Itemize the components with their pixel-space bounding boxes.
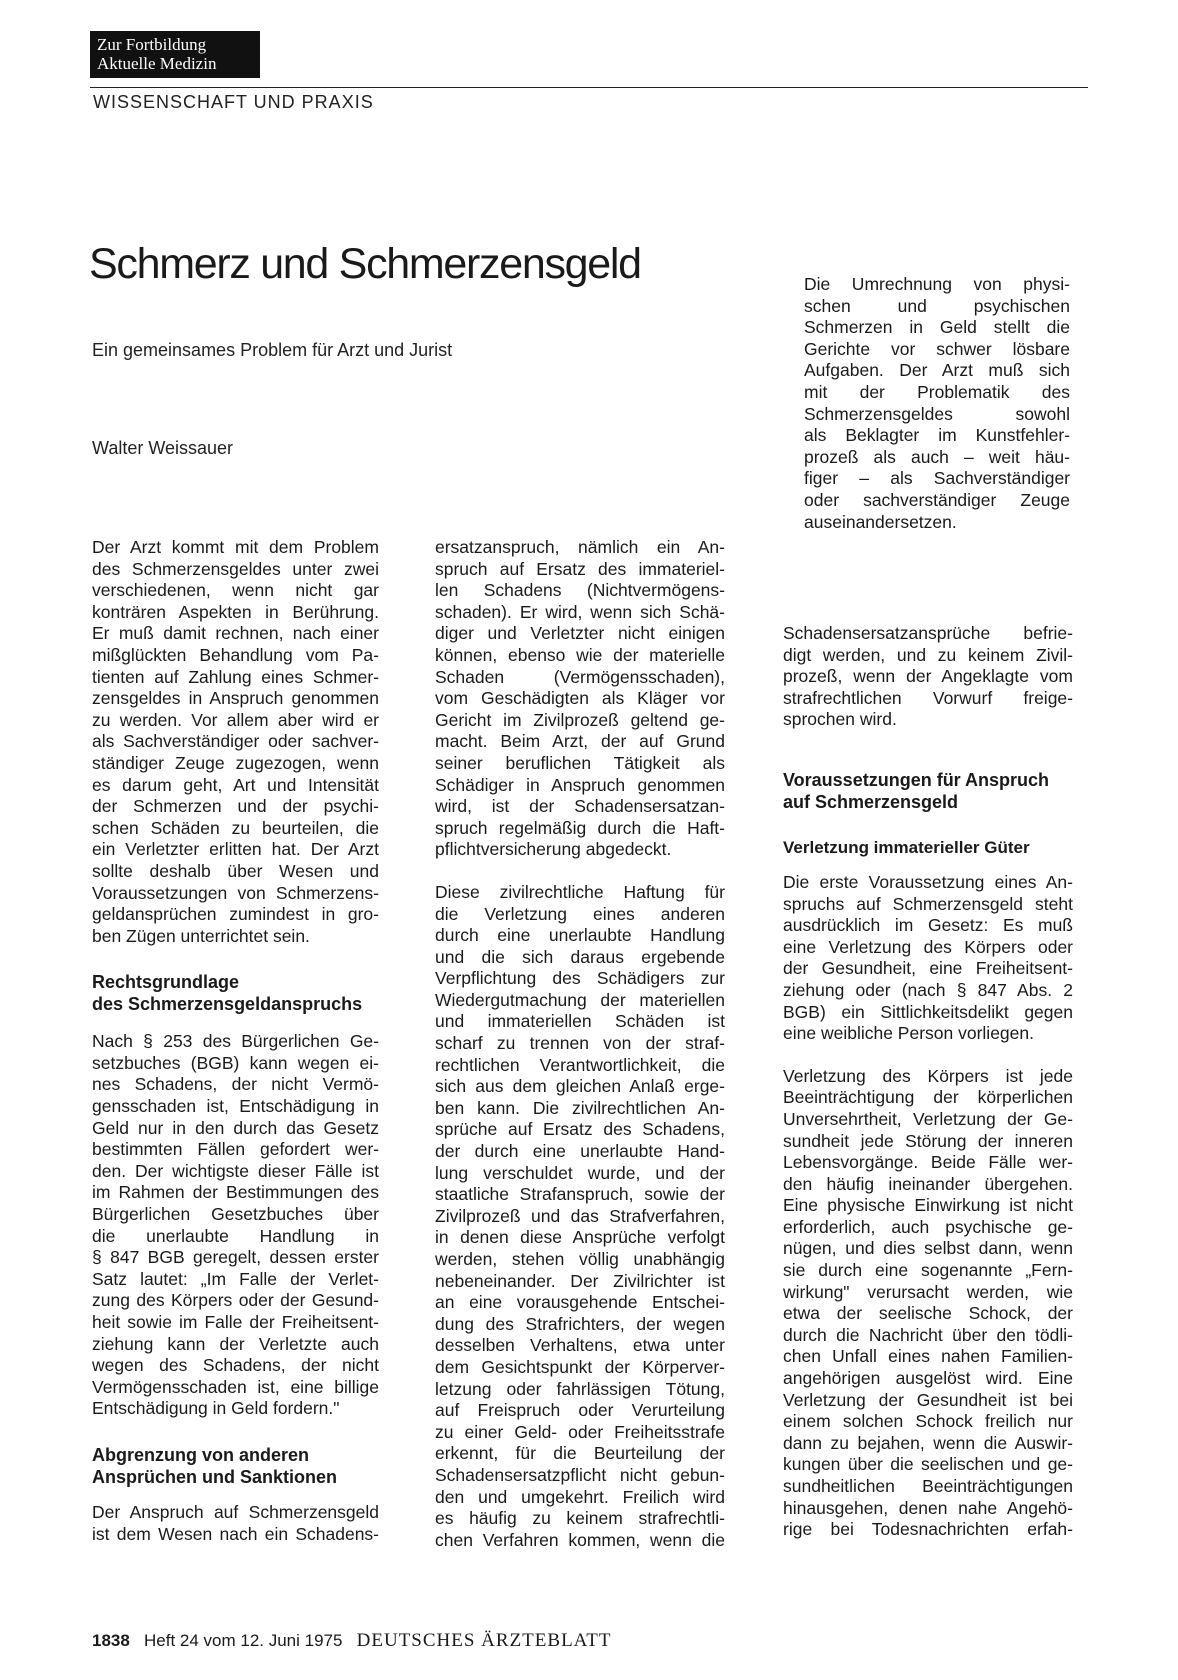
column-3 bbox=[783, 623, 1073, 1541]
text-line: ziehung kann der Verletzte auch bbox=[92, 1333, 379, 1354]
section-heading bbox=[92, 1444, 379, 1488]
text-line: es darum geht, Art und Intensität bbox=[92, 774, 379, 795]
text-line: ausdrücklich im Gesetz: Es muß bbox=[783, 915, 1073, 936]
text-line: Unversehrtheit, Verletzung der Ge- bbox=[783, 1108, 1073, 1129]
sub-heading: Verletzung immaterieller Güter bbox=[783, 837, 1030, 857]
rubric-line-2: Aktuelle Medizin bbox=[97, 54, 217, 73]
text-line: durch die Nachricht über den tödli- bbox=[783, 1324, 1073, 1345]
text-line: rige bei Todesnachrichten erfah- bbox=[783, 1519, 1073, 1540]
text-line: eine Verletzung des Körpers oder bbox=[783, 936, 1073, 957]
text-line: prozeß, wenn der Angeklagte vom bbox=[783, 666, 1073, 687]
abstract-line: Gerichte vor schwer lösbare bbox=[804, 338, 1070, 359]
text-line: ziehung oder (nach § 847 Abs. 2 bbox=[783, 979, 1073, 1000]
text-line: wird, ist der Schadensersatzan- bbox=[435, 796, 725, 817]
text-line: Nach § 253 des Bürgerlichen Ge- bbox=[92, 1031, 379, 1052]
text-line: Schadensersatzansprüche befrie- bbox=[783, 623, 1073, 643]
text-line: chen Verfahren kommen, wenn die bbox=[435, 1529, 725, 1550]
text-line: Er muß damit rechnen, nach einer bbox=[92, 623, 379, 644]
text-line: ist dem Wesen nach ein Schadens- bbox=[92, 1523, 379, 1544]
text-line: tienten auf Zahlung eines Schmer- bbox=[92, 666, 379, 687]
text-line: Bürgerlichen Gesetzbuches über bbox=[92, 1204, 379, 1225]
text-line: § 847 BGB geregelt, dessen erster bbox=[92, 1247, 379, 1268]
text-line: der durch eine unerlaubte Hand- bbox=[435, 1141, 725, 1162]
text-line: digt werden, und zu keinem Zivil- bbox=[783, 644, 1073, 665]
text-line: gensschaden ist, Entschädigung in bbox=[92, 1096, 379, 1117]
text-line: den. Der wichtigste dieser Fälle ist bbox=[92, 1160, 379, 1181]
text-line: können, ebenso wie der materielle bbox=[435, 644, 725, 665]
paragraph bbox=[435, 537, 725, 861]
text-line: setzbuches (BGB) kann wegen ei- bbox=[92, 1052, 379, 1073]
text-line: verschiedenen, wenn nicht gar bbox=[92, 580, 379, 601]
text-line: zu einer Geld- oder Freiheitsstrafe bbox=[435, 1421, 725, 1442]
text-line: zung des Körpers oder der Gesund- bbox=[92, 1290, 379, 1311]
text-line: Schädiger in Anspruch genommen bbox=[435, 774, 725, 795]
text-line: scharf zu trennen von der straf- bbox=[435, 1033, 725, 1054]
abstract-line: auseinandersetzen. bbox=[804, 511, 957, 532]
spacer bbox=[783, 858, 1073, 872]
text-line: sundheitlichen Beeinträchtigungen bbox=[783, 1476, 1073, 1496]
text-line: strafrechtlichen Vorwurf freige- bbox=[783, 687, 1073, 708]
text-line: den und umgekehrt. Freilich wird bbox=[435, 1486, 725, 1507]
text-line: len Schadens (Nichtvermögens- bbox=[435, 580, 725, 601]
abstract-line: schen und psychischen bbox=[804, 295, 1070, 316]
text-line: Lebensvorgänge. Beide Fälle wer- bbox=[783, 1152, 1073, 1173]
abstract-line: Schmerzen in Geld stellt die bbox=[804, 317, 1070, 338]
text-line: die Verletzung eines anderen bbox=[435, 903, 725, 924]
text-line: kungen über die seelischen und ge- bbox=[783, 1454, 1073, 1475]
section-heading bbox=[92, 971, 379, 1015]
text-line: dem Gesichtspunkt der Körperver- bbox=[435, 1356, 725, 1377]
abstract-line: figer – als Sachverständiger bbox=[804, 468, 1070, 489]
text-line: als Sachverständiger oder sachver- bbox=[92, 731, 379, 752]
text-line: zensgeldes in Anspruch genommen bbox=[92, 688, 379, 709]
text-line: der Gesundheit, eine Freiheitsent- bbox=[783, 958, 1073, 979]
text-line: Beeinträchtigung der körperlichen bbox=[783, 1087, 1073, 1108]
text-line: Die erste Voraussetzung eines An- bbox=[783, 871, 1073, 892]
text-line: sprochen wird. bbox=[783, 709, 897, 730]
paragraph bbox=[435, 882, 725, 1551]
header-rule bbox=[90, 87, 1088, 88]
heading-line: auf Schmerzensgeld bbox=[783, 791, 959, 812]
text-line: Eine physische Einwirkung ist nicht bbox=[783, 1195, 1073, 1216]
text-line: Geld nur in den durch das Gesetz bbox=[92, 1117, 379, 1138]
text-line: mißglückten Behandlung vom Pa- bbox=[92, 644, 379, 665]
text-line: spruch regelmäßig durch die Haft- bbox=[435, 817, 725, 838]
abstract-line: mit der Problematik des bbox=[804, 381, 1070, 402]
text-line: schen Schäden zu beurteilen, die bbox=[92, 817, 379, 838]
text-line: sie durch eine sogenannte „Fern- bbox=[783, 1260, 1073, 1281]
text-line: nebeneinander. Der Zivilrichter ist bbox=[435, 1270, 725, 1291]
text-line: eine weibliche Person vorliegen. bbox=[783, 1023, 1034, 1044]
text-line: wegen des Schadens, der nicht bbox=[92, 1355, 379, 1376]
text-line: etwa der seelische Schock, der bbox=[783, 1303, 1073, 1324]
text-line: spruchs auf Schmerzensgeld steht bbox=[783, 893, 1073, 914]
text-line: werden, stehen völlig unabhängig bbox=[435, 1249, 725, 1269]
text-line: Wiedergutmachung der materiellen bbox=[435, 989, 725, 1010]
heading-line: Rechtsgrundlage bbox=[92, 972, 240, 993]
text-line: dann zu bejahen, wenn die Auswir- bbox=[783, 1432, 1073, 1453]
text-line: und die sich daraus ergebende bbox=[435, 946, 725, 967]
text-line: durch eine unerlaubte Handlung bbox=[435, 925, 725, 946]
text-line: erkennt, für die Beurteilung der bbox=[435, 1443, 725, 1464]
text-line: bestimmten Fällen gefordert wer- bbox=[92, 1139, 379, 1160]
text-line: wirkung" verursacht werden, wie bbox=[783, 1281, 1073, 1302]
text-line: ersatzanspruch, nämlich ein An- bbox=[435, 537, 725, 557]
text-line: sprüche auf Ersatz des Schadens, bbox=[435, 1119, 725, 1140]
abstract-line: oder sachverständiger Zeuge bbox=[804, 489, 1070, 510]
abstract-line: als Beklagter im Kunstfehler- bbox=[804, 425, 1070, 446]
intro-paragraph bbox=[92, 537, 379, 947]
text-line: ben Zügen unterrichtet sein. bbox=[92, 925, 310, 946]
spacer bbox=[92, 1420, 379, 1444]
text-line: es häufig zu keinem strafrechtli- bbox=[435, 1508, 725, 1529]
abstract-line: Aufgaben. Der Arzt muß sich bbox=[804, 360, 1070, 381]
text-line: ein Verletzter erlitten hat. Der Arzt bbox=[92, 839, 379, 860]
text-line: nes Schadens, der nicht Vermö- bbox=[92, 1074, 379, 1095]
text-line: Verpflichtung des Schädigers zur bbox=[435, 968, 725, 989]
abstract-line: prozeß als auch – weit häu- bbox=[804, 446, 1070, 467]
text-line: Schadensersatzpflicht nicht gebun- bbox=[435, 1464, 725, 1485]
text-line: pflichtversicherung abgedeckt. bbox=[435, 839, 672, 860]
spacer bbox=[435, 861, 725, 882]
abstract-line: Die Umrechnung von physi- bbox=[804, 274, 1070, 294]
paragraph bbox=[783, 872, 1073, 1045]
text-line: Zivilprozeß und das Strafverfahren, bbox=[435, 1205, 725, 1226]
text-line: einem solchen Schock freilich nur bbox=[783, 1411, 1073, 1432]
text-line: Verletzung des Körpers ist jede bbox=[783, 1065, 1073, 1086]
text-line: macht. Beim Arzt, der auf Grund bbox=[435, 731, 725, 752]
text-line: konträren Aspekten in Berührung. bbox=[92, 601, 379, 622]
text-line: desselben Verhaltens, etwa unter bbox=[435, 1335, 725, 1356]
text-line: sollte deshalb über Wesen und bbox=[92, 860, 379, 881]
text-line: Schaden (Vermögensschaden), bbox=[435, 666, 725, 687]
text-line: ben kann. Die zivilrechtlichen An- bbox=[435, 1097, 725, 1118]
text-line: geldansprüchen zumindest in gro- bbox=[92, 904, 379, 925]
text-line: rechtlichen Verantwortlichkeit, die bbox=[435, 1054, 725, 1075]
heading-line: des Schmerzensgeldanspruchs bbox=[92, 994, 363, 1015]
spacer bbox=[783, 1045, 1073, 1066]
text-line: spruch auf Ersatz des immateriel- bbox=[435, 558, 725, 579]
article-subtitle: Ein gemeinsames Problem für Arzt und Jurist bbox=[92, 340, 453, 360]
page-footer bbox=[92, 1630, 612, 1652]
text-line: Verletzung der Gesundheit ist bei bbox=[783, 1389, 1073, 1410]
text-line: Vermögensschaden ist, eine billige bbox=[92, 1376, 379, 1397]
spacer bbox=[783, 813, 1073, 837]
text-line: und immateriellen Schäden ist bbox=[435, 1011, 725, 1032]
abstract bbox=[804, 274, 1070, 533]
text-line: chen Unfall eines nahen Familien- bbox=[783, 1346, 1073, 1367]
paragraph bbox=[783, 623, 1073, 731]
text-line: auf Freispruch oder Verurteilung bbox=[435, 1400, 725, 1421]
text-line: staatliche Strafanspruch, sowie der bbox=[435, 1184, 725, 1205]
column-2 bbox=[435, 537, 725, 1551]
spacer bbox=[92, 947, 379, 971]
text-line: der Schmerzen und der psychi- bbox=[92, 796, 379, 817]
heading-line: Abgrenzung von anderen bbox=[92, 1444, 310, 1465]
text-line: hinausgehen, denen nahe Angehö- bbox=[783, 1497, 1073, 1518]
text-line: seiner beruflichen Tätigkeit als bbox=[435, 752, 725, 773]
text-line: vom Geschädigten als Kläger vor bbox=[435, 688, 725, 709]
text-line: Entschädigung in Geld fordern." bbox=[92, 1398, 340, 1419]
text-line: BGB) ein Sittlichkeitsdelikt gegen bbox=[783, 1001, 1073, 1022]
issue-info: Heft 24 vom 12. Juni 1975 bbox=[144, 1631, 343, 1650]
text-line: dung des Strafrichters, der wegen bbox=[435, 1313, 725, 1334]
text-line: Gericht im Zivilprozeß geltend ge- bbox=[435, 709, 725, 730]
text-line: Diese zivilrechtliche Haftung für bbox=[435, 881, 725, 902]
paragraph bbox=[92, 1031, 379, 1420]
text-line: diger und Verletzter nicht einigen bbox=[435, 623, 725, 644]
section-heading bbox=[783, 769, 1073, 813]
section-label: WISSENSCHAFT UND PRAXIS bbox=[93, 92, 374, 112]
text-line: des Schmerzensgeldes unter zwei bbox=[92, 558, 379, 579]
text-line: Voraussetzungen von Schmerzens- bbox=[92, 882, 379, 903]
text-line: in denen diese Ansprüche verfolgt bbox=[435, 1227, 725, 1248]
text-line: nügen, und dies selbst dann, wenn bbox=[783, 1238, 1073, 1259]
abstract-line: Schmerzensgeldes sowohl bbox=[804, 403, 1070, 424]
text-line: Satz lautet: „Im Falle der Verlet- bbox=[92, 1268, 379, 1289]
text-line: im Rahmen der Bestimmungen des bbox=[92, 1182, 379, 1203]
text-line: heit sowie im Falle der Freiheitsent- bbox=[92, 1312, 379, 1332]
text-line: lung verschuldet wurde, und der bbox=[435, 1162, 725, 1183]
article-title: Schmerz und Schmerzensgeld bbox=[89, 240, 641, 288]
journal-name: DEUTSCHES ÄRZTEBLATT bbox=[356, 1630, 612, 1651]
text-line: Der Arzt kommt mit dem Problem bbox=[92, 537, 379, 557]
text-line: Der Anspruch auf Schmerzensgeld bbox=[92, 1501, 379, 1522]
text-line: angehörigen ausgelöst wird. Eine bbox=[783, 1368, 1073, 1389]
paragraph bbox=[92, 1502, 379, 1545]
page-number: 1838 bbox=[92, 1631, 130, 1650]
text-line: schaden). Er wird, wenn sich Schä- bbox=[435, 601, 725, 622]
article-author: Walter Weissauer bbox=[92, 438, 234, 458]
text-line: sich aus dem gleichen Anlaß erge- bbox=[435, 1076, 725, 1097]
rubric-line-1: Zur Fortbildung bbox=[97, 35, 207, 54]
text-line: die unerlaubte Handlung in bbox=[92, 1225, 379, 1246]
text-line: erforderlich, auch psychische ge- bbox=[783, 1216, 1073, 1237]
heading-line: Ansprüchen und Sanktionen bbox=[92, 1466, 338, 1487]
rubric-badge bbox=[90, 31, 260, 78]
spacer bbox=[92, 1015, 379, 1031]
spacer bbox=[92, 1488, 379, 1502]
text-line: ständiger Zeuge zugezogen, wenn bbox=[92, 752, 379, 773]
text-line: zu werden. Vor allem aber wird er bbox=[92, 709, 379, 730]
text-line: den häufig ineinander übergehen. bbox=[783, 1173, 1073, 1194]
paragraph bbox=[783, 1066, 1073, 1541]
text-line: sundheit jede Störung der inneren bbox=[783, 1130, 1073, 1151]
text-line: letzung oder fahrlässigen Tötung, bbox=[435, 1378, 725, 1399]
spacer bbox=[783, 731, 1073, 769]
heading-line: Voraussetzungen für Anspruch bbox=[783, 769, 1050, 790]
column-1 bbox=[92, 537, 379, 1545]
text-line: an eine vorausgehende Entschei- bbox=[435, 1292, 725, 1313]
